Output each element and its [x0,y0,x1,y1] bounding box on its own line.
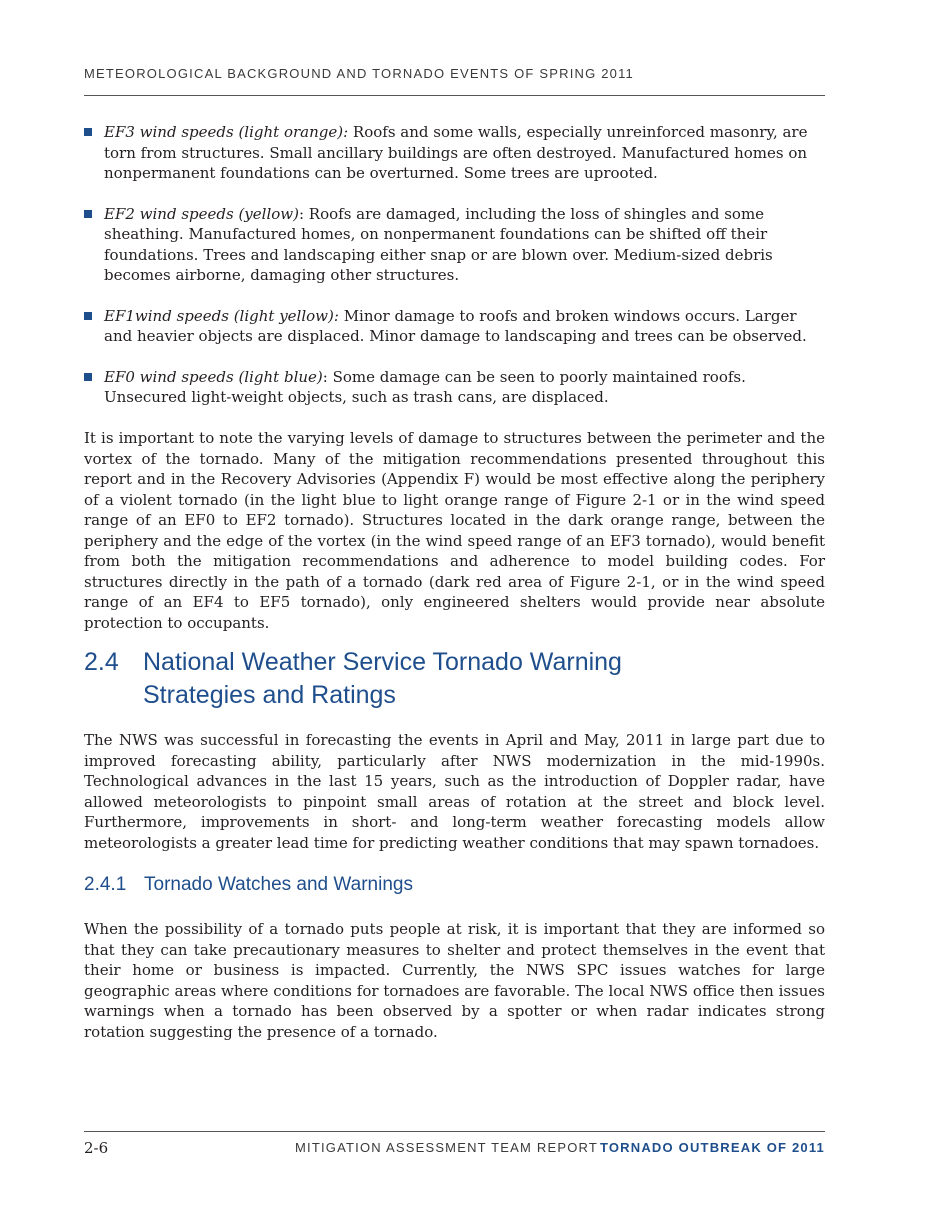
bullet-square-icon [84,210,92,218]
footer-divider [84,1131,825,1132]
bullet-text: : Roofs are damaged, including the loss of shingles and some sheathing. Manufactured homes, on nonpermanent foundations can be shifted off their foundations. Trees and landscaping either snap or are blown over. Medium-sized debris becomes airborne, damaging other structures. [104,204,773,284]
page-number: 2-6 [84,1139,109,1157]
subsection-paragraph: When the possibility of a tornado puts people at risk, it is important that they are informed so that they can take precautionary measures to shelter and protect themselves in the event that their home or business is impacted. Currently, the NWS SPC issues watches for large geographic areas where conditions for tornadoes are favorable. The local NWS office then issues warnings when a tornado has been observed by a spotter or when radar indicates strong rotation suggesting the presence of a tornado. [84,920,825,1041]
list-item-ef2 [84,204,825,286]
bullet-label: EF3 wind speeds (light orange): [104,123,349,141]
bullet-label: EF2 wind speeds (yellow) [104,204,299,223]
running-header: METEOROLOGICAL BACKGROUND AND TORNADO EVENTS OF SPRING 2011 [84,66,634,81]
subsection-title: Tornado Watches and Warnings [144,874,413,895]
section-number: 2.4 [84,648,119,676]
footer-report-title: TORNADO OUTBREAK OF 2011 [599,1140,825,1155]
section-title: National Weather Service Tornado Warning Strategies and Ratings [143,648,622,709]
footer-report-name: MITIGATION ASSESSMENT TEAM REPORT [295,1140,599,1155]
list-item-ef0 [84,367,825,408]
bullet-square-icon [84,373,92,381]
bullet-text: : Some damage can be seen to poorly maintained roofs. Unsecured light-weight objects, such as trash cans, are displaced. [104,367,746,406]
ef-rating-list [84,122,825,428]
bullet-label: EF1wind speeds (light yellow): [104,306,339,325]
bullet-text: Minor damage to roofs and broken windows occurs. Larger and heavier objects are displaced. Minor damage to landscaping and trees can be observed. [104,306,807,345]
bullet-text: Roofs and some walls, especially unreinforced masonry, are torn from structures. Small ancillary buildings are often destroyed. Manufactured homes on nonpermanent foundations can be overturned. Some trees are uprooted. [104,123,808,182]
bullet-label: EF0 wind speeds (light blue) [104,367,323,386]
bullet-square-icon [84,312,92,320]
subsection-number: 2.4.1 [84,874,127,895]
header-divider [84,95,825,96]
section-paragraph: The NWS was successful in forecasting the events in April and May, 2011 in large part due to improved forecasting ability, particularly after NWS modernization in the mid-1990s. Technological advances in the last 15 years, such as the introduction of Doppler radar, have allowed meteorologists to pinpoint small areas of rotation at the street and block level. Furthermore, improvements in short- and long-term weather forecasting models allow meteorologists a greater lead time for predicting weather conditions that may spawn tornadoes. [84,731,825,852]
bullet-square-icon [84,128,92,136]
damage-paragraph: It is important to note the varying levels of damage to structures between the perimeter and the vortex of the tornado. Many of the mitigation recommendations presented throughout this report and in the Recovery Advisories (Appendix F) would be most effective along the periphery of a violent tornado (in the light blue to light orange range of Figure 2-1 or in the wind speed range of an EF0 to EF2 tornado). Structures located in the dark orange range, between the periphery and the edge of the vortex (in the wind speed range of an EF3 tornado), would benefit from both the mitigation recommendations and adherence to model building codes. For structures directly in the path of a tornado (dark red area of Figure 2-1, or in the wind speed range of an EF4 to EF5 tornado), only engineered shelters would provide near absolute protection to occupants. [84,429,825,632]
list-item-ef3 [84,122,825,184]
list-item-ef1 [84,306,825,347]
